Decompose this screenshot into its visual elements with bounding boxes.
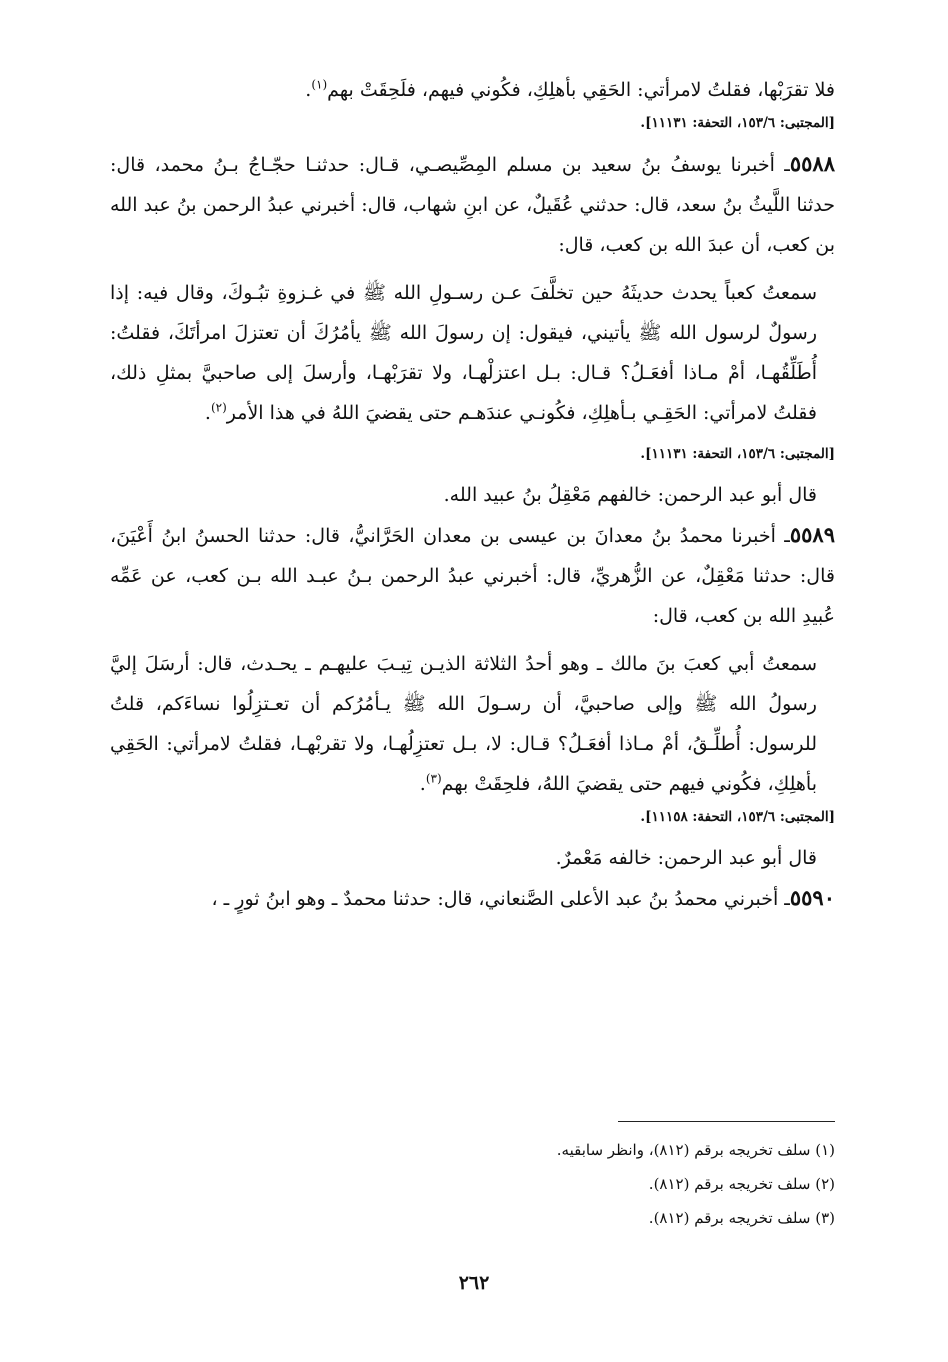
text: ـ أخبرني محمدُ بنُ عبد الأعلى الصَّنعاني، قال: حدثنا محمدٌ ـ وهو ابنُ ثورٍ ـ ، <box>211 888 790 910</box>
text: ـ أخبرنا محمدُ بنُ معدانَ بن عيسى بن معدان الحَرَّانيُّ، قال: حدثنا الحسنُ ابنُ أَعْيَنَ، قال: حدثنا مَعْقِلٌ، عن الزُّهريِّ، قال: أخبرني عبدُ الرحمن بـنُ عبـد الله بـن كعب، عن عَمِّه عُبيدِ الله بن كعب، قال: <box>110 525 835 627</box>
page-body <box>110 70 835 919</box>
comment-line: قال أبو عبد الرحمن: خالفهم مَعْقِلُ بنُ عبيد الله. <box>443 484 817 506</box>
hadith-number: ٥٥٨٨ <box>789 151 835 176</box>
hadith-5588-chain <box>110 144 835 265</box>
hadith-5590-chain <box>110 878 835 919</box>
hadith-5589-text: سمعتُ أبي كعبَ بنَ مالك ـ وهو أحدُ الثلاثة الذيـن تِيـبَ عليهـم ـ يحـدث، قال: أرسَلَ إليَّ رسولُ الله ﷺ وإلى صاحبيَّ، أن رسـولَ الله ﷺ يـأمُرُكم أن تعـتزِلُوا نساءَكم، قلتُ للرسول: أُطلِّـقُ، أمْ مـاذا أفعَـلُ؟ قـال: لا، بـل تعتزِلُهـا، ولا تقربْهـا، فقلتُ لامرأتي: الحَقِي بأهلِكِ، فكُوني فيهم حتى يقضيَ اللهُ، فلحِقَتْ بهم$^{(٣)}$. <box>110 653 817 795</box>
text: فلا تقرَبْها، فقلتُ لامرأتي: الحَقِي بأهلِكِ، فكُوني فيهم، فلَحِقَتْ بهم <box>327 79 835 101</box>
footnote-marker: (١) <box>311 77 328 92</box>
footnote: (١) سلف تخريجه برقم (٨١٢)، وانظر سابقيه. <box>556 1141 835 1159</box>
hadith-number: ٥٥٨٩ <box>789 522 835 547</box>
footnote-marker: (٣) <box>425 771 442 786</box>
hadith-5588-text: سمعتُ كعباً يحدث حديثَهُ حين تخلَّفَ عـن رسـولِ الله ﷺ في غـزوةِ تبُـوكَ، وقال فيه: إذا رسولٌ لرسول الله ﷺ يأتيني، فيقول: إن رسولَ الله ﷺ يأمُرُكَ أن تعتزلَ امرأتَكَ، فقلتُ: أُطَلِّقُهـا، أمْ مـاذا أفعَـلُ؟ قـال: بـل اعتزلْهـا، ولا تقرَبْهـا، وأرسلَ إلى صاحبيَّ بمثلِ ذلك، فقلتُ لامرأتي: الحَقِـي بـأهلِكِ، فكُونـي عندَهـم حتى يقضيَ اللهُ في هذا الأمر$^{(٢)}$. <box>110 282 817 424</box>
page-number: ٢٦٢ <box>458 1272 490 1294</box>
text: سمعتُ أبي كعبَ بنَ مالك ـ وهو أحدُ الثلاثة الذيـن تِيـبَ عليهـم ـ يحـدث، قال: أرسَلَ إليَّ رسولُ الله ﷺ وإلى صاحبيَّ، أن رسـولَ الله ﷺ يـأمُرُكم أن تعـتزِلُوا نساءَكم، قلتُ للرسول: أُطلِّـقُ، أمْ مـاذا أفعَـلُ؟ قـال: لا، بـل تعتزِلُهـا، ولا تقربْهـا، فقلتُ لامرأتي: الحَقِي بأهلِكِ، فكُوني فيهم حتى يقضيَ اللهُ، فلحِقَتْ بهم <box>110 653 817 795</box>
text: سمعتُ كعباً يحدث حديثَهُ حين تخلَّفَ عـن رسـولِ الله ﷺ في غـزوةِ تبُـوكَ، وقال فيه: إذا رسولٌ لرسول الله ﷺ يأتيني، فيقول: إن رسولَ الله ﷺ يأمُرُكَ أن تعتزلَ امرأتَكَ، فقلتُ: أُطَلِّقُهـا، أمْ مـاذا أفعَـلُ؟ قـال: بـل اعتزلْهـا، ولا تقرَبْهـا، وأرسلَ إلى صاحبيَّ بمثلِ ذلك، فقلتُ لامرأتي: الحَقِـي بـأهلِكِ، فكُونـي عندَهـم حتى يقضيَ اللهُ في هذا الأمر <box>110 282 817 424</box>
paragraph-continuation: فلا تقرَبْها، فقلتُ لامرأتي: الحَقِي بأهلِكِ، فكُوني فيهم، فلَحِقَتْ بهم$^{(١)}$. <box>305 77 835 101</box>
text: ـ أخبرنا يوسفُ بنُ سعيد بن مسلم المِصِّيصـي، قـال: حدثنـا حجّـاجُ بـنُ محمد، قال: حدثنا اللَّيثُ بنُ سعد، قال: حدثني عُقَيلٌ، عن ابنِ شهاب، قال: أخبرني عبدُ الرحمن بنُ عبد الله بن كعب، أن عبدَ الله بن كعب، قال: <box>110 154 835 256</box>
footnote-divider <box>618 1121 835 1122</box>
hadith-number: ٥٥٩٠ <box>789 885 835 910</box>
footnote: (٢) سلف تخريجه برقم (٨١٢). <box>648 1175 835 1193</box>
comment-line: قال أبو عبد الرحمن: خالفه مَعْمرٌ. <box>555 847 817 869</box>
reference-line: [المجتبى: ١٥٣/٦، التحفة: ١١١٣١]. <box>640 446 835 462</box>
footnote-marker: (٢) <box>210 400 227 415</box>
hadith-5589-chain <box>110 515 835 636</box>
reference-line: [المجتبى: ١٥٣/٦، التحفة: ١١١٣١]. <box>640 115 835 131</box>
footnotes <box>557 1133 835 1235</box>
footnote: (٣) سلف تخريجه برقم (٨١٢). <box>648 1209 835 1227</box>
reference-line: [المجتبى: ١٥٣/٦، التحفة: ١١١٥٨]. <box>640 809 835 825</box>
